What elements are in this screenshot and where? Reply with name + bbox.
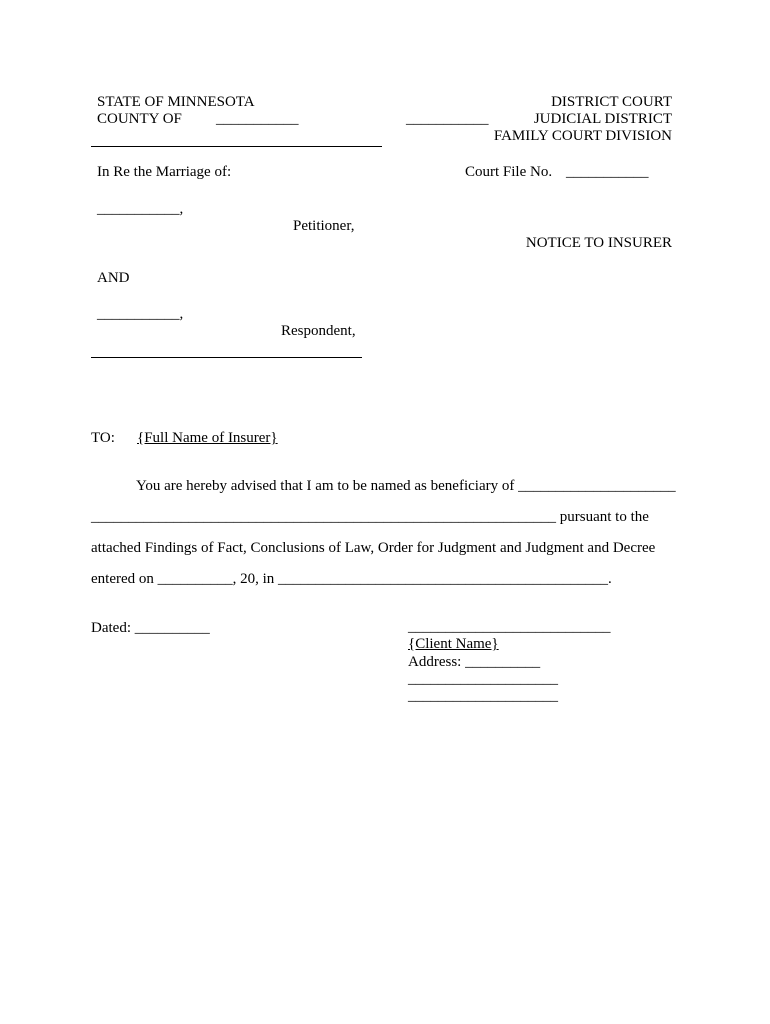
address-line-2[interactable]: ____________________ — [408, 671, 558, 687]
petitioner-label: Petitioner, — [293, 218, 355, 234]
court-name: DISTRICT COURT — [551, 94, 672, 110]
address-field[interactable]: Address: __________ — [408, 654, 541, 670]
dated-field[interactable]: Dated: __________ — [91, 620, 210, 636]
court-division: FAMILY COURT DIVISION — [493, 128, 672, 144]
respondent-blank[interactable]: ___________, — [97, 306, 184, 322]
in-re-marriage: In Re the Marriage of: — [97, 164, 232, 180]
signature-line[interactable]: ___________________________ — [408, 619, 611, 635]
district-blank[interactable]: ___________ — [406, 111, 489, 127]
petitioner-blank[interactable]: ___________, — [97, 201, 184, 217]
client-name-field[interactable]: {Client Name} — [408, 636, 499, 652]
county-blank[interactable]: ___________ — [216, 111, 299, 127]
to-label: TO: — [91, 430, 115, 446]
caption-divider-top — [91, 146, 382, 147]
body-line-2: ______________________________________________________________ pursuant to the — [91, 509, 649, 525]
state-name: STATE OF MINNESOTA — [97, 94, 255, 110]
body-line-4: entered on __________, 20, in ____________________________________________. — [91, 571, 612, 587]
address-line-3[interactable]: ____________________ — [408, 688, 558, 704]
document-title: NOTICE TO INSURER — [525, 235, 672, 251]
body-line-1: You are hereby advised that I am to be named as beneficiary of _____________________ — [136, 478, 676, 494]
insurer-name-field[interactable]: {Full Name of Insurer} — [137, 430, 278, 446]
county-label: COUNTY OF — [97, 111, 182, 127]
court-file-label: Court File No. — [465, 164, 553, 180]
caption-divider-bottom — [91, 357, 362, 358]
respondent-label: Respondent, — [281, 323, 356, 339]
court-file-blank[interactable]: ___________ — [566, 164, 649, 180]
body-line-3: attached Findings of Fact, Conclusions of Law, Order for Judgment and Judgment and Decree — [91, 540, 656, 556]
judicial-district: JUDICIAL DISTRICT — [533, 111, 672, 127]
and-label: AND — [97, 270, 130, 286]
